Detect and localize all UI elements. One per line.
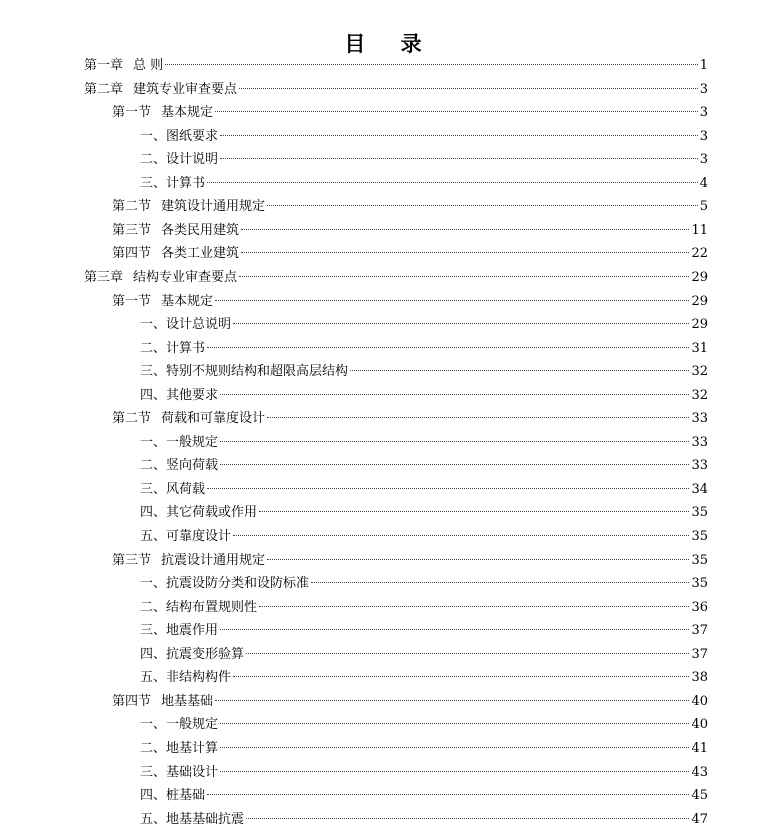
dot-leader xyxy=(207,182,698,183)
toc-entry-label: 可靠度设计 xyxy=(166,529,232,544)
dot-leader xyxy=(215,111,698,112)
toc-entry[interactable] xyxy=(140,786,708,806)
toc-entry-page-number: 38 xyxy=(691,670,708,686)
toc-entry[interactable] xyxy=(112,221,708,241)
dot-leader xyxy=(311,582,689,583)
toc-entry[interactable] xyxy=(140,598,708,618)
toc-entry-page-number: 36 xyxy=(691,599,708,615)
toc-entry-label: 基本规定 xyxy=(161,293,214,309)
toc-entry[interactable] xyxy=(140,362,708,382)
toc-entry-label: 桩基础 xyxy=(166,788,206,804)
toc-entry-label: 地震作用 xyxy=(166,623,219,639)
dot-leader xyxy=(241,229,689,230)
toc-entry-number: 二、 xyxy=(140,599,167,615)
dot-leader xyxy=(207,488,689,489)
toc-entry-number: 二、 xyxy=(140,740,167,756)
toc-entry-page-number: 3 xyxy=(699,128,708,144)
toc-entry[interactable] xyxy=(140,527,708,547)
toc-entry-label: 地基计算 xyxy=(166,740,219,756)
toc-entry-page-number: 22 xyxy=(691,246,708,262)
toc-entry-page-number: 41 xyxy=(691,740,708,756)
toc-entry-number: 第二节 xyxy=(112,411,152,427)
toc-entry-page-number: 45 xyxy=(691,788,708,804)
toc-entry[interactable] xyxy=(140,433,708,453)
toc-entry-label: 抗震设计通用规定 xyxy=(161,552,266,568)
toc-entry-number: 第一章 xyxy=(84,58,124,73)
toc-entry[interactable] xyxy=(140,480,708,500)
dot-leader xyxy=(246,653,689,654)
toc-entry-label: 建筑专业审查要点 xyxy=(133,81,238,97)
toc-entry-number: 第四节 xyxy=(112,693,152,709)
dot-leader xyxy=(215,300,689,301)
toc-entry-number: 三、 xyxy=(140,764,167,780)
toc-entry-label: 计算书 xyxy=(166,340,206,356)
toc-entry-number: 一、 xyxy=(140,128,167,144)
dot-leader xyxy=(267,417,689,418)
dot-leader xyxy=(165,64,698,65)
toc-entry-number: 第二章 xyxy=(84,81,124,97)
toc-entry-number: 二、 xyxy=(140,152,167,168)
toc-entry-label: 竖向荷载 xyxy=(166,458,219,474)
toc-entry[interactable] xyxy=(84,80,708,100)
dot-leader xyxy=(267,559,689,560)
toc-entry-label: 其他要求 xyxy=(166,387,219,403)
toc-entry-page-number: 40 xyxy=(691,693,708,709)
toc-entry-page-number: 11 xyxy=(691,222,708,238)
toc-entry-page-number: 5 xyxy=(699,199,708,215)
dot-leader xyxy=(233,676,689,677)
toc-entry-page-number: 34 xyxy=(691,481,708,497)
toc-entry[interactable] xyxy=(140,763,708,783)
toc-entry-page-number: 35 xyxy=(691,505,708,521)
toc-entry-number: 四、 xyxy=(140,646,167,662)
toc-entry[interactable] xyxy=(84,56,708,76)
dot-leader xyxy=(220,158,698,159)
toc-entry-page-number: 29 xyxy=(691,317,708,333)
toc-entry[interactable] xyxy=(140,386,708,406)
toc-entry-label: 各类工业建筑 xyxy=(161,246,240,262)
toc-entry-label: 基本规定 xyxy=(161,105,214,121)
toc-entry-page-number: 40 xyxy=(691,717,708,733)
dot-leader xyxy=(220,771,689,772)
toc-entry-number: 五、 xyxy=(140,529,167,544)
dot-leader xyxy=(220,629,689,630)
dot-leader xyxy=(259,511,689,512)
toc-entry-page-number: 35 xyxy=(691,529,708,544)
toc-entry-label: 总 则 xyxy=(133,58,164,73)
toc-entry-page-number: 33 xyxy=(691,411,708,427)
toc-entry-label: 各类民用建筑 xyxy=(161,222,240,238)
toc-entry[interactable] xyxy=(140,621,708,641)
dot-leader xyxy=(233,535,689,536)
toc-entry-number: 一、 xyxy=(140,576,167,592)
toc-entry[interactable] xyxy=(112,292,708,312)
toc-entry-number: 二、 xyxy=(140,340,167,356)
toc-entry-page-number: 29 xyxy=(691,293,708,309)
toc-entry-label: 地基基础 xyxy=(161,693,214,709)
toc-entry[interactable] xyxy=(140,810,708,830)
toc-entry-label: 风荷载 xyxy=(166,481,206,497)
toc-entry-number: 第一节 xyxy=(112,293,152,309)
toc-entry-number: 第三章 xyxy=(84,269,124,285)
toc-entry-page-number: 4 xyxy=(699,175,708,191)
toc-entry-page-number: 37 xyxy=(691,646,708,662)
toc-entry-label: 抗震设防分类和设防标准 xyxy=(166,576,310,592)
dot-leader xyxy=(220,135,698,136)
toc-entry-page-number: 35 xyxy=(691,576,708,592)
toc-entry-number: 四、 xyxy=(140,387,167,403)
toc-entry-label: 其它荷载或作用 xyxy=(166,505,258,521)
toc-entry[interactable] xyxy=(140,456,708,476)
toc-entry-number: 第一节 xyxy=(112,105,152,121)
toc-entry-number: 四、 xyxy=(140,505,167,521)
dot-leader xyxy=(239,88,698,89)
toc-entry[interactable] xyxy=(140,150,708,170)
dot-leader xyxy=(246,818,689,819)
dot-leader xyxy=(267,205,698,206)
toc-entry-page-number: 3 xyxy=(699,81,708,97)
toc-entry-label: 基础设计 xyxy=(166,764,219,780)
dot-leader xyxy=(215,700,689,701)
toc-entry[interactable] xyxy=(140,503,708,523)
toc-entry[interactable] xyxy=(84,268,708,288)
toc-entry-label: 特别不规则结构和超限高层结构 xyxy=(166,364,349,380)
toc-entry[interactable] xyxy=(140,174,708,194)
toc-entry-number: 四、 xyxy=(140,788,167,804)
toc-entry[interactable] xyxy=(112,692,708,712)
toc-entry-number: 三、 xyxy=(140,364,167,380)
dot-leader xyxy=(241,252,689,253)
toc-entry-page-number: 47 xyxy=(691,811,708,827)
toc-entry-label: 结构专业审查要点 xyxy=(133,269,238,285)
dot-leader xyxy=(350,370,689,371)
toc-entry-number: 二、 xyxy=(140,458,167,474)
toc-entry-label: 设计说明 xyxy=(166,152,219,168)
toc-entry-page-number: 31 xyxy=(691,340,708,356)
toc-entry-label: 地基基础抗震 xyxy=(166,811,245,827)
toc-entry[interactable] xyxy=(140,739,708,759)
dot-leader xyxy=(259,606,689,607)
dot-leader xyxy=(220,394,689,395)
toc-entry-number: 三、 xyxy=(140,175,167,191)
toc-entry-number: 第二节 xyxy=(112,199,152,215)
toc-entry[interactable] xyxy=(140,127,708,147)
toc-entry[interactable] xyxy=(140,668,708,688)
toc-title: 目 录 xyxy=(344,32,436,56)
dot-leader xyxy=(207,794,689,795)
toc-entry[interactable] xyxy=(112,551,708,571)
toc-entry-page-number: 33 xyxy=(691,434,708,450)
toc-entry[interactable] xyxy=(112,197,708,217)
toc-entry-label: 设计总说明 xyxy=(166,317,232,333)
toc-entry-number: 第三节 xyxy=(112,552,152,568)
toc-entry-number: 一、 xyxy=(140,317,167,333)
toc-entry-label: 非结构构件 xyxy=(166,670,232,686)
toc-entry[interactable] xyxy=(140,339,708,359)
dot-leader xyxy=(220,723,689,724)
dot-leader xyxy=(220,441,689,442)
toc-entry-label: 一般规定 xyxy=(166,717,219,733)
toc-entry-number: 五、 xyxy=(140,811,167,827)
dot-leader xyxy=(233,323,689,324)
dot-leader xyxy=(239,276,689,277)
toc-entry-page-number: 32 xyxy=(691,364,708,380)
toc-entry-number: 三、 xyxy=(140,623,167,639)
toc-entry[interactable] xyxy=(112,409,708,429)
toc-entry-page-number: 33 xyxy=(691,458,708,474)
toc-entry-label: 荷载和可靠度设计 xyxy=(161,411,266,427)
dot-leader xyxy=(220,464,689,465)
toc-entry-number: 第四节 xyxy=(112,246,152,262)
toc-entry[interactable] xyxy=(140,645,708,665)
toc-entry-label: 抗震变形验算 xyxy=(166,646,245,662)
toc-entry-page-number: 3 xyxy=(699,152,708,168)
toc-entry-page-number: 29 xyxy=(691,269,708,285)
toc-entry-page-number: 43 xyxy=(691,764,708,780)
dot-leader xyxy=(220,747,689,748)
toc-entry-page-number: 37 xyxy=(691,623,708,639)
toc-entry-label: 建筑设计通用规定 xyxy=(161,199,266,215)
toc-entry[interactable] xyxy=(112,103,708,123)
toc-entry-number: 一、 xyxy=(140,717,167,733)
dot-leader xyxy=(207,347,689,348)
toc-entry[interactable] xyxy=(140,715,708,735)
toc-entry-label: 图纸要求 xyxy=(166,128,219,144)
toc-entry-number: 一、 xyxy=(140,434,167,450)
toc-entry-number: 三、 xyxy=(140,481,167,497)
toc-entry-label: 计算书 xyxy=(166,175,206,191)
toc-entry-page-number: 32 xyxy=(691,387,708,403)
toc-entry-label: 一般规定 xyxy=(166,434,219,450)
toc-entry-number: 五、 xyxy=(140,670,167,686)
toc-entry-number: 第三节 xyxy=(112,222,152,238)
toc-entry-label: 结构布置规则性 xyxy=(166,599,258,615)
toc-entry-page-number: 3 xyxy=(699,105,708,121)
toc-entry[interactable] xyxy=(112,244,708,264)
toc-entry-page-number: 1 xyxy=(699,58,708,73)
toc-entry[interactable] xyxy=(140,574,708,594)
toc-entry[interactable] xyxy=(140,315,708,335)
toc-entry-page-number: 35 xyxy=(691,552,708,568)
